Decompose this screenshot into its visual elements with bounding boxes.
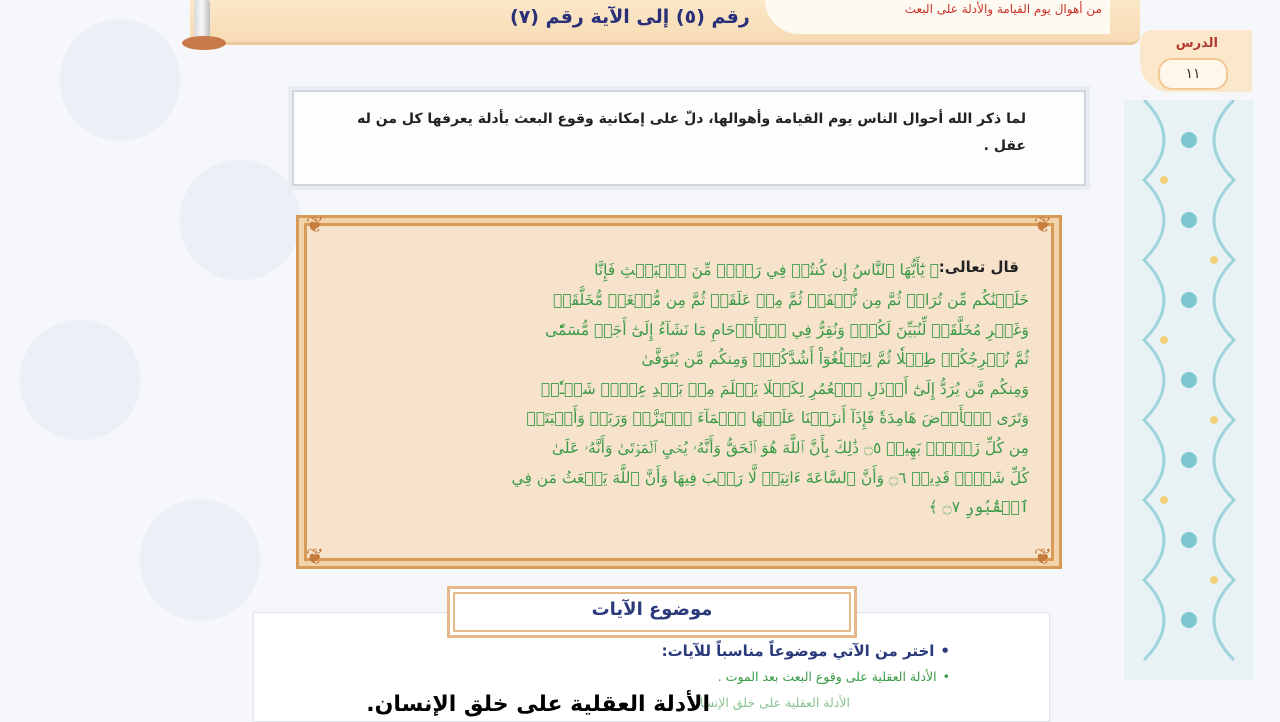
- verse-line: كُلِّ شَيۡءٖ قَدِيرٞ ۝٦ وَأَنَّ ٱلسَّاعَةَ ءَاتِيَةٞ لَّا رَيۡبَ فِيهَا وَأَنَّ ٱللَّهَ يَبۡعَثُ مَن فِي: [511, 468, 1029, 487]
- header-subtitle: من أهوال يوم القيامة والأدلة على البعث: [904, 2, 1102, 16]
- topic-option-text: الأدلة العقلية على وقوع البعث بعد الموت .: [717, 669, 937, 684]
- lesson-number: ١١: [1185, 66, 1201, 82]
- verse-line: وَغَيۡرِ مُخَلَّقَةٖ لِّنُبَيِّنَ لَكُمۡۚ وَنُقِرُّ فِي ٱلۡأَرۡحَامِ مَا نَشَآءُ إِلَىٰٓ أَجَلٖ مُّسَمّٗى: [545, 320, 1029, 339]
- lesson-number-pill: [1158, 58, 1228, 90]
- topic-option-second[interactable]: [691, 695, 850, 710]
- lesson-label: الدرس: [1175, 36, 1218, 51]
- bullet-icon: •: [942, 669, 950, 684]
- topic-option-second-text: الأدلة العقلية على خلق الإنسان: [690, 695, 850, 710]
- verse-line: ثُمَّ نُخۡرِجُكُمۡ طِفۡلٗا ثُمَّ لِتَبۡلُغُوٓاْ أَشُدَّكُمۡۖ وَمِنكُم مَّن يُتَوَفَّىٰ: [641, 350, 1029, 369]
- scroll-rod-knob: [182, 36, 226, 50]
- topic-title: موضوع الآيات: [591, 599, 713, 620]
- overlay-answer-text: الأدلة العقلية على خلق الإنسان.: [366, 692, 710, 717]
- scroll-rod-bar: [194, 0, 210, 38]
- verse-line: وَتَرَى ٱلۡأَرۡضَ هَامِدَةٗ فَإِذَآ أَنزَلۡنَا عَلَيۡهَا ٱلۡمَآءَ ٱهۡتَزَّتۡ وَرَبَتۡ وَأَنۢبَتَتۡ: [526, 409, 1029, 428]
- intro-paper-box: [292, 90, 1086, 186]
- header-title: رقم (٥) إلى الآية رقم (٧): [510, 6, 750, 28]
- verse-line-first: ﴿ يَٰٓأَيُّهَا ٱلنَّاسُ إِن كُنتُمۡ فِي رَيۡبٖ مِّنَ ٱلۡبَعۡثِ فَإِنَّا: [594, 261, 939, 279]
- verse-line: وَمِنكُم مَّن يُرَدُّ إِلَىٰٓ أَرۡذَلِ ٱلۡعُمُرِ لِكَيۡلَا يَعۡلَمَ مِنۢ بَعۡدِ عِلۡمٖ شَيۡـٔٗاۚ: [541, 379, 1029, 398]
- frame-corner-ornament-icon: ❦: [1033, 213, 1053, 238]
- verse-line: ٱلۡقُبُورِ ۝٧ ﴾: [928, 498, 1029, 517]
- lesson-header-banner: [190, 0, 1140, 45]
- side-ornament-icon: [1124, 100, 1254, 680]
- topic-title-box: [447, 586, 857, 638]
- topic-option[interactable]: [718, 669, 950, 684]
- topic-instruction-text: اختر من الآتي موضوعاً مناسباً للآيات:: [661, 642, 935, 660]
- verse-lines: [329, 286, 1029, 523]
- verse-line: مِن كُلِّ زَوۡجِۭ بَهِيجٖ ۝٥ ذَٰلِكَ بِأَنَّ ٱللَّهَ هُوَ ٱلۡحَقُّ وَأَنَّهُۥ يُحۡيِ ٱلۡمَوۡتَىٰ وَأَنَّهُۥ عَلَىٰ: [551, 438, 1029, 457]
- bullet-icon: •: [940, 642, 950, 660]
- lesson-badge: [1140, 30, 1252, 92]
- header-subtitle-tab: [765, 0, 1110, 34]
- frame-corner-ornament-icon: ❦: [1033, 545, 1053, 570]
- quran-verse-frame: [296, 215, 1062, 569]
- intro-text: لما ذكر الله أحوال الناس يوم القيامة وأهوالها، دلّ على إمكانية وقوع البعث بأدلة يعرفها كل من له عقل .: [357, 111, 1026, 154]
- frame-corner-ornament-icon: ❦: [305, 213, 325, 238]
- verse-intro-label: قال تعالى:: [938, 258, 1019, 276]
- scroll-rod-decoration: [182, 0, 222, 46]
- frame-corner-ornament-icon: ❦: [305, 545, 325, 570]
- topic-instruction: [662, 642, 950, 660]
- verse-line: خَلَقۡنَٰكُم مِّن تُرَابٖ ثُمَّ مِن نُّطۡفَةٖ ثُمَّ مِنۡ عَلَقَةٖ ثُمَّ مِن مُّضۡغَةٖ مُّخَلَّقَةٖ: [553, 291, 1029, 309]
